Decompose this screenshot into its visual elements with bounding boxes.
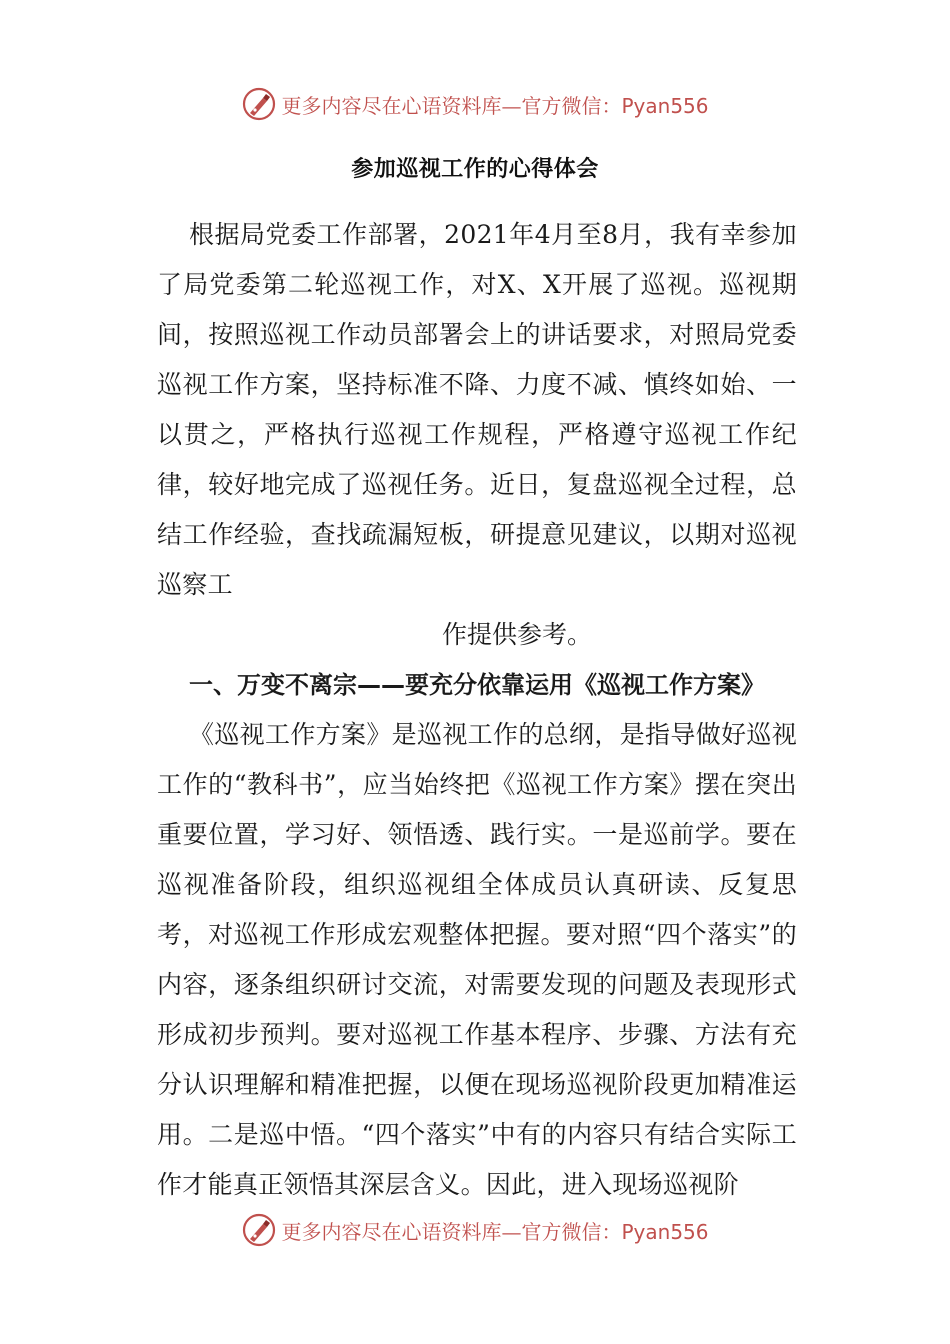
section-paragraph: 《巡视工作方案》是巡视工作的总纲，是指导做好巡视工作的“教科书”，应当始终把《巡视工作方案》摆在突出重要位置，学习好、领悟透、践行实。一是巡前学。要在巡视准备阶段，组织巡视组全体成员认真研读、反复思考，对巡视工作形成宏观整体把握。要对照“四个落实”的内容，逐条组织研讨交流，对需要发现的问题及表现形式形成初步预判。要对巡视工作基本程序、步骤、方法有充分认识理解和精准把握，以便在现场巡视阶段更加精准运用。二是巡中悟。“四个落实”中有的内容只有结合实际工作才能真正领悟其深层含义。因此，进入现场巡视阶 bbox=[157, 720, 797, 1199]
document-body bbox=[157, 210, 797, 1210]
document-title: 参加巡视工作的心得体会 bbox=[351, 157, 599, 182]
watermark-text: 更多内容尽在心语资料库—官方微信：Pyan556 bbox=[281, 1219, 709, 1244]
watermark-banner-bottom bbox=[0, 1208, 950, 1252]
section-heading: 一、万变不离宗——要充分依靠运用《巡视工作方案》 bbox=[189, 671, 765, 699]
intro-paragraph-tail: 作提供参考。 bbox=[441, 620, 592, 649]
pen-nib-logo-icon bbox=[241, 86, 277, 122]
intro-paragraph: 根据局党委工作部署，2021年4月至8月，我有幸参加了局党委第二轮巡视工作，对X、X开展了巡视。巡视期间，按照巡视工作动员部署会上的讲话要求，对照局党委巡视工作方案，坚持标准不降、力度不减、慎终如始、一以贯之，严格执行巡视工作规程，严格遵守巡视工作纪律，较好地完成了巡视任务。近日，复盘巡视全过程，总结工作经验，查找疏漏短板，研提意见建议，以期对巡视巡察工 bbox=[157, 220, 797, 599]
watermark-banner-top bbox=[0, 82, 950, 126]
pen-nib-logo-icon bbox=[241, 1212, 277, 1248]
watermark-text: 更多内容尽在心语资料库—官方微信：Pyan556 bbox=[281, 93, 709, 118]
